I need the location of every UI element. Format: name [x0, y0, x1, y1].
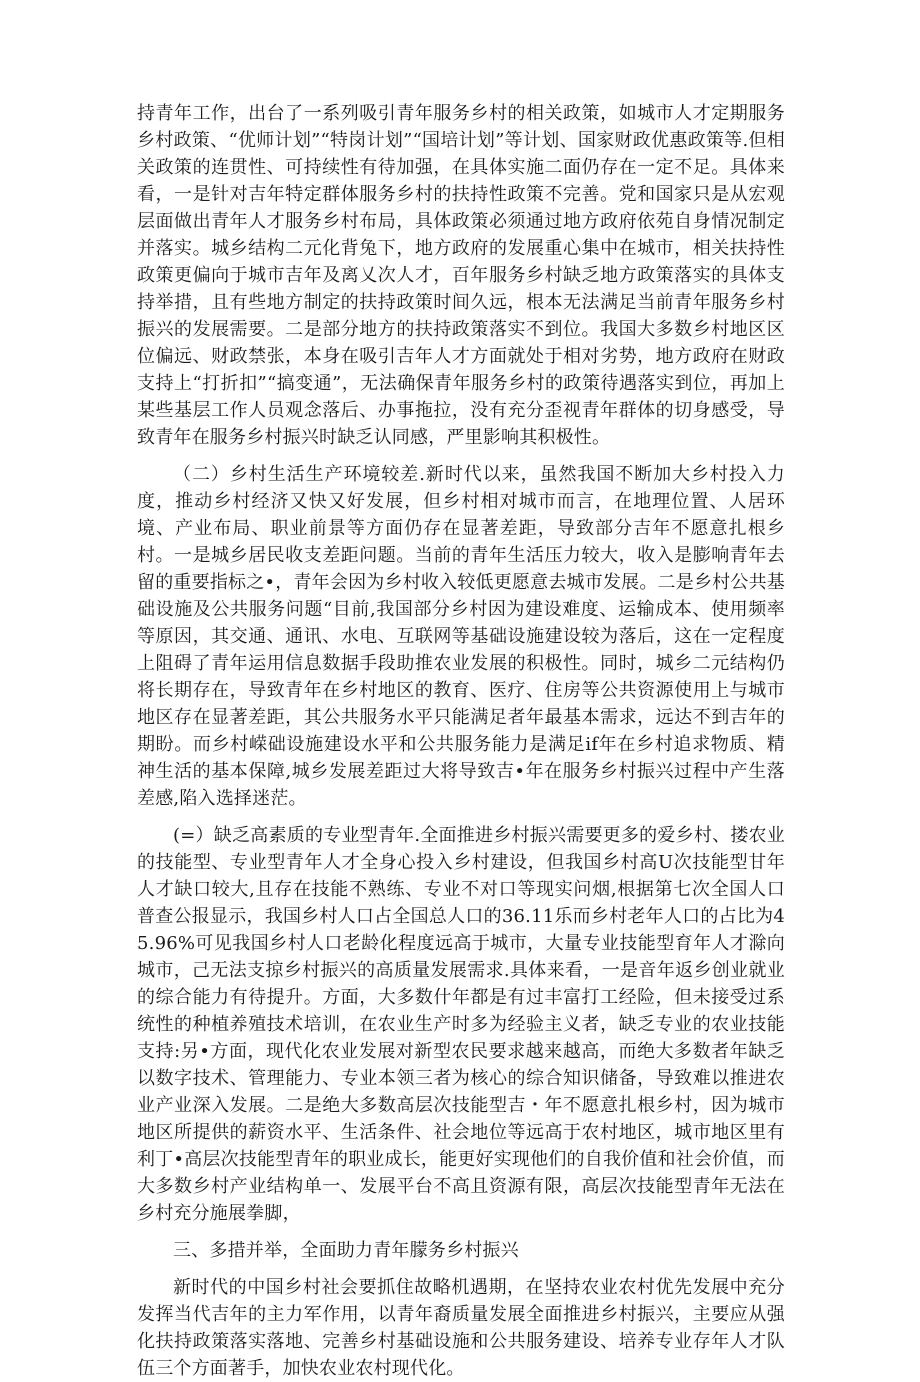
section-heading: 三、多措并举，全面助力青年朦务乡村振兴 — [173, 1240, 519, 1261]
section-paragraph-rural-environment: （二）乡村生活生产环境较差.新时代以来，虽然我国不断加大乡村投入力度，推动乡村经济又快又好发展，但乡村相对城市而言，在地理位置、人居环境、产业布局、职业前景等方面仍存在显著差距，导致部分吉年不愿意扎根乡村。一是城乡居民收支差距问题。当前的青年生活压力较大，收入是膨响青年去留的重要指标之•，青年会因为乡村收入较低更愿意去城市发展。二是乡村公共基础设施及公共服务问题“目前,我国部分乡村因为建设难度、运输成本、使用频率等原因，其交通、通讯、水电、互联网等基础设施建设较为落后，这在一定程度上阻碍了青年运用信息数据手段助推农业发展的积极性。同时，城乡二元结构仍将长期存在，导致青年在乡村地区的教育、医疗、住房等公共资源使用上与城市地区存在显著差距，其公共服务水平只能满足者年最基本需求，远达不到吉年的期盼。而乡村嵘础设施建设水平和公共服务能力是满足if年在乡村追求物质、精神生活的基本保障,城乡发展差距过大将导致吉•年在服务乡村振兴过程中产生落差感,陷入选择迷茫。 — [137, 464, 785, 809]
document-page — [137, 100, 785, 1382]
body-paragraph-conclusion: 新时代的中国乡村社会要抓住故略机遇期，在坚持农业农村优先发展中充分发挥当代吉年的主力军作用，以青年裔质量发展全面推进乡村振兴，主要应从强化扶持政策落实落地、完善乡村基础设施和公共服务建设、培养专业存年人才队伍三个方面著手，加快农业农村现代化。 — [137, 1277, 785, 1379]
section-paragraph-skilled-youth: (=）缺乏高素质的专业型青年.全面推进乡村振兴需要更多的爱乡村、搂农业的技能型、专业型青年人才全身心投入乡村建设，但我国乡村高U次技能型甘年人才缺口较大,且存在技能不熟练、专业不对口等现实问烟,根据第七次全国人口普查公报显示，我国乡村人口占全国总人口的36.11乐而乡村老年人口的占比为45.96%可见我国乡村人口老龄化程度远高于城市，大量专业技能型育年人才滁向城市，己无法支掠乡村振兴的高质量发展需求.具体来看，一是音年返乡创业就业的综合能力有待提升。方面，大多数什年都是有过丰富打工经险，但未接受过系统性的种植养殖技术培训，在农业生产时多为经验主义者，缺乏专业的农业技能支持:另•方面，现代化农业发展对新型农民要求越来越高，而绝大多数者年缺乏以数字技术、管理能力、专业本领三者为核心的综合知识储备，导致难以推进农业产业深入发展。二是绝大多数高层次技能型吉・年不愿意扎根乡村，因为城市地区所提供的薪资水平、生活条件、社会地位等远高于农村地区，城市地区里有利丁•高层次技能型青年的职业成长，能更好实现他们的自我价值和社会价值，而大多数乡村产业结构单一、发展平台不高且资源有限，高层次技能型青年无法在乡村充分施展拳脚， — [137, 825, 785, 1224]
body-paragraph: 持青年工作，出台了一系列吸引青年服务乡村的相关政策，如城市人才定期服务乡村政策、“优师计划”“特岗计划”“国培计划”等计划、国家财政优惠政策等.但相关政策的连贯性、可持续性有待加强，在具体实施二面仍存在一定不足。具体来看，一是针对吉年特定群体服务乡村的扶持性政策不完善。党和国家只是从宏观层面做出青年人才服务乡村布局，具体政策必须通过地方政府依苑自身情况制定并落实。城乡结构二元化背兔下，地方政府的发展重心集中在城市，相关扶持性政策更偏向于城市吉年及离乂次人才，百年服务乡村缺乏地方政策落实的具体支持举措，且有些地方制定的扶持政策时间久远，根本无法满足当前青年服务乡村振兴的发展需要。二是部分地方的扶持政策落实不到位。我国大多数乡村地区区位偏远、财政禁张，本身在吸引吉年人才方面就处于相对劣势，地方政府在财政支持上“打折扣”“搞变通”，无法确保青年服务乡村的政策待遇落实到位，再加上某些基层工作人员观念落后、办事拖拉，没有充分歪视青年群体的切身感受，导致青年在服务乡村振兴时缺乏认同感，严里影响其积极性。 — [137, 103, 785, 448]
